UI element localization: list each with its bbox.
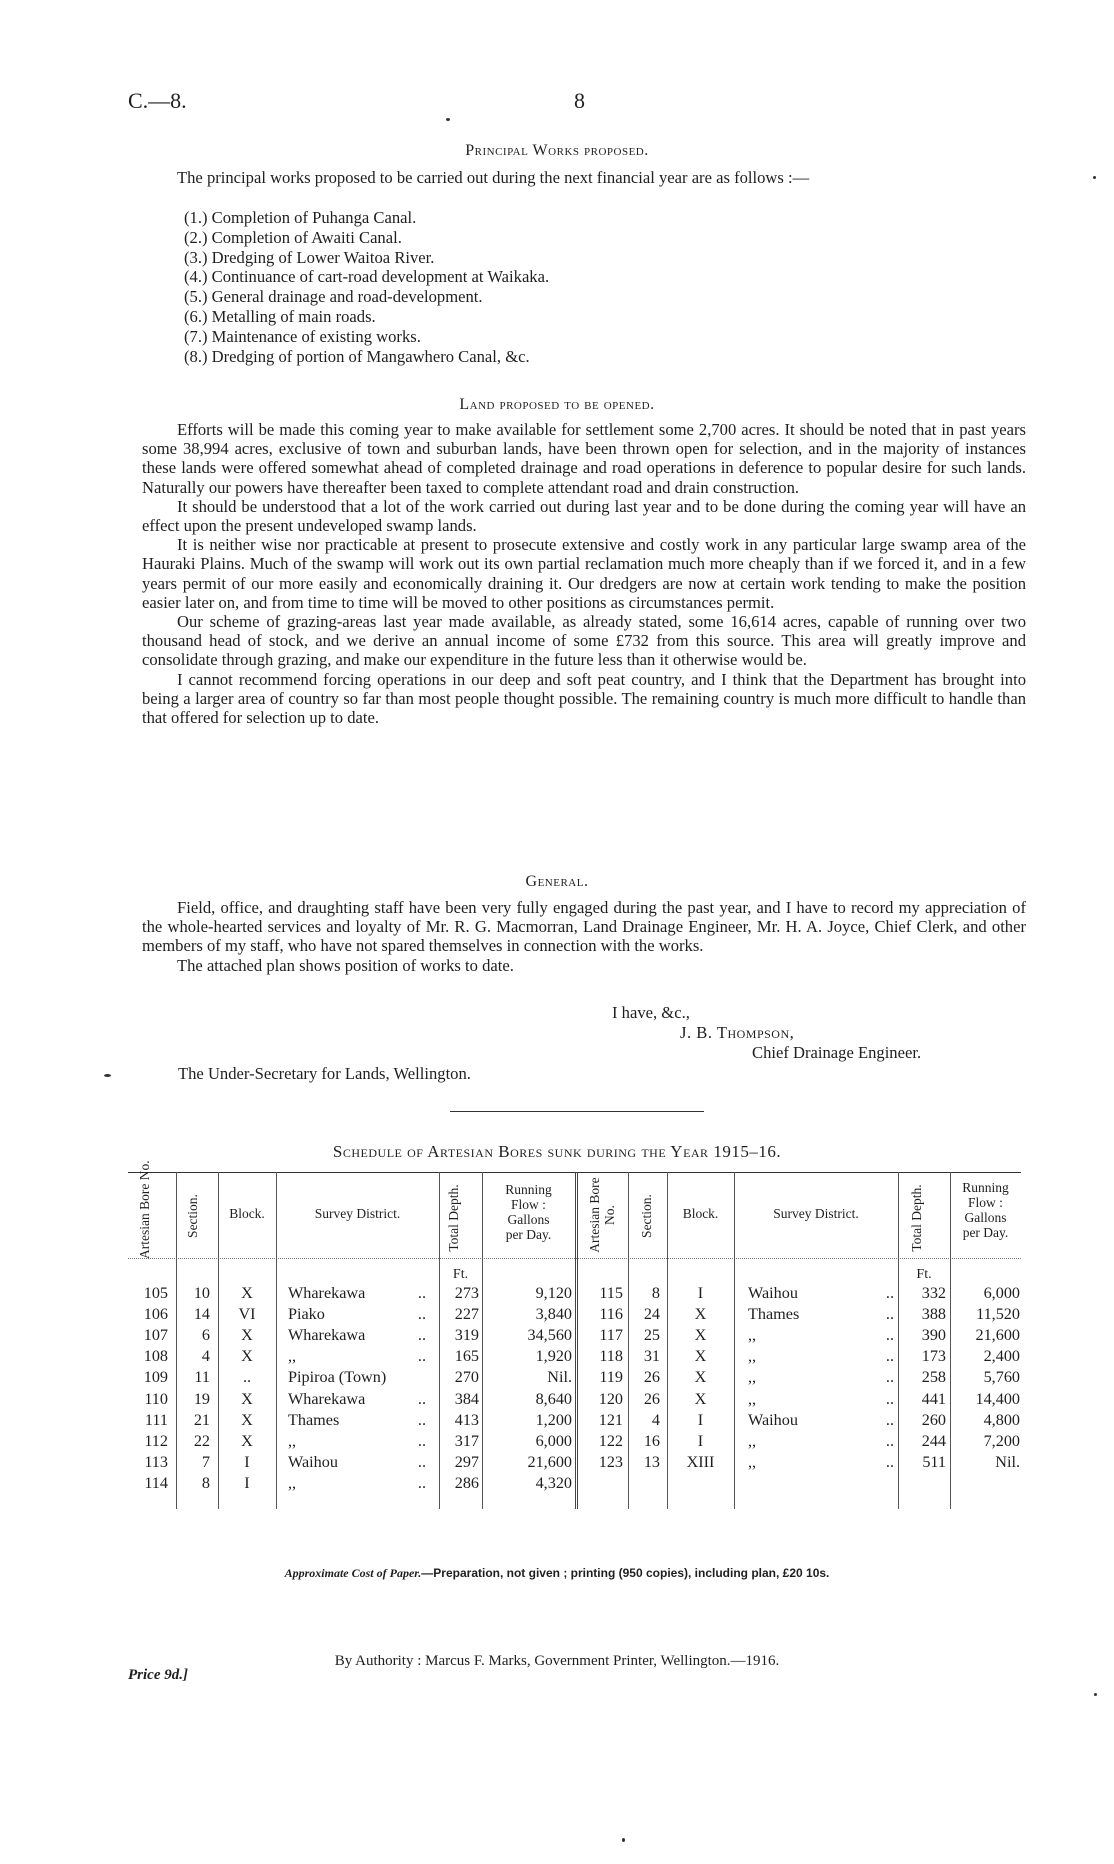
cell-section: 26 xyxy=(643,1389,660,1408)
cell-flow: 5,760 xyxy=(983,1368,1020,1387)
cell-dots: .. xyxy=(885,1389,894,1408)
cell-dots: .. xyxy=(885,1368,894,1387)
cell-depth: 244 xyxy=(921,1431,946,1450)
print-speck xyxy=(1093,176,1096,179)
column-divider xyxy=(734,1172,735,1509)
print-speck xyxy=(622,1838,625,1842)
header-bore-no: Artesian Bore No. xyxy=(587,1177,617,1253)
header-flow-line: Flow : xyxy=(968,1195,1003,1210)
cell-district: Thames xyxy=(748,1305,800,1324)
print-speck xyxy=(446,118,450,121)
cell-section: 24 xyxy=(643,1305,660,1324)
cell-depth: 384 xyxy=(454,1389,479,1408)
cell-bore: 111 xyxy=(144,1410,168,1429)
cell-depth: 286 xyxy=(454,1473,479,1492)
cell-section: 7 xyxy=(201,1452,210,1471)
cell-section: 4 xyxy=(651,1410,660,1429)
cell-flow: 3,840 xyxy=(535,1305,572,1324)
header-running-flow xyxy=(482,1182,575,1242)
cell-bore: 108 xyxy=(143,1347,168,1366)
cell-section: 14 xyxy=(193,1305,210,1324)
cell-block: I xyxy=(697,1284,704,1302)
header-flow-line: Gallons xyxy=(964,1210,1007,1225)
document-reference: C.—8. xyxy=(128,88,187,113)
cell-bore: 109 xyxy=(143,1368,168,1387)
cell-bore: 115 xyxy=(599,1284,623,1302)
cell-section: 26 xyxy=(643,1368,660,1387)
cell-flow: 21,600 xyxy=(975,1326,1020,1345)
header-section: Section. xyxy=(185,1194,200,1238)
cell-district: ,, xyxy=(748,1452,757,1471)
cell-bore: 113 xyxy=(144,1452,168,1471)
cell-block: X xyxy=(241,1431,253,1450)
cell-district: ,, xyxy=(748,1326,757,1345)
cell-bore: 116 xyxy=(599,1305,623,1324)
works-item: (8.) Dredging of portion of Mangawhero Canal, &c. xyxy=(184,346,530,366)
header-total-depth: Total Depth. xyxy=(909,1184,924,1252)
cell-depth: 332 xyxy=(921,1284,946,1302)
cell-section: 25 xyxy=(643,1326,660,1345)
cell-depth: 413 xyxy=(454,1410,479,1429)
cell-bore: 117 xyxy=(599,1326,623,1345)
cell-section: 16 xyxy=(643,1431,660,1450)
signatory-title: Chief Drainage Engineer. xyxy=(752,1043,922,1062)
cell-section: 6 xyxy=(201,1326,210,1345)
land-section xyxy=(142,420,1026,727)
addressee: The Under-Secretary for Lands, Wellington. xyxy=(178,1064,471,1083)
cell-depth: 270 xyxy=(454,1368,479,1387)
cell-section: 11 xyxy=(194,1368,210,1387)
cell-depth: 258 xyxy=(921,1368,946,1387)
cell-depth: 390 xyxy=(921,1326,946,1345)
cell-block: I xyxy=(244,1473,250,1492)
cell-flow: 4,800 xyxy=(983,1410,1020,1429)
general-section xyxy=(142,898,1026,975)
cell-dots: .. xyxy=(417,1389,426,1408)
cell-section: 19 xyxy=(193,1389,210,1408)
depth-unit: Ft. xyxy=(916,1267,932,1282)
header-survey-district: Survey District. xyxy=(314,1206,401,1221)
land-paragraph: Our scheme of grazing-areas last year made available, as already stated, some 16,614 acres, capable of running over two thousand head of stock, and we derive an annual income of some £732 from this source. This area will greatly improve and consolidate through grazing, and make our expenditure in the future less than it otherwise would be. xyxy=(142,612,1026,670)
cell-dots: .. xyxy=(885,1284,894,1302)
cell-dots: .. xyxy=(885,1452,894,1471)
header-flow-line: Running xyxy=(505,1182,552,1197)
cell-flow: 4,320 xyxy=(535,1473,572,1492)
cell-district: ,, xyxy=(748,1368,757,1387)
works-item: (4.) Continuance of cart-road development at Waikaka. xyxy=(184,267,550,287)
cell-flow: 14,400 xyxy=(975,1389,1020,1408)
cost-text: —Preparation, not given ; printing (950 copies), including plan, £20 10s. xyxy=(421,1566,830,1580)
closing: I have, &c., xyxy=(612,1003,690,1022)
cell-section: 31 xyxy=(643,1347,660,1366)
cell-block: I xyxy=(697,1410,704,1429)
cost-label: Approximate Cost of Paper. xyxy=(284,1566,422,1580)
depth-unit: Ft. xyxy=(452,1267,469,1282)
cell-district: ,, xyxy=(748,1389,757,1408)
header-flow-line: per Day. xyxy=(962,1225,1009,1240)
cell-flow: 7,200 xyxy=(983,1431,1020,1450)
cell-dots: .. xyxy=(417,1347,426,1366)
cell-block: X xyxy=(694,1305,707,1324)
land-paragraph: I cannot recommend forcing operations in our deep and soft peat country, and I think that the Department has brought into being a larger area of country so far than most people thought possible. The remaining country is much more difficult to handle than that offered for selection up to date. xyxy=(142,669,1026,728)
header-flow-line: Flow : xyxy=(511,1197,546,1212)
price: Price 9d.] xyxy=(128,1667,188,1683)
cell-district: Pipiroa (Town) xyxy=(288,1368,387,1387)
cell-depth: 511 xyxy=(922,1452,946,1471)
cell-section: 4 xyxy=(201,1347,210,1366)
cell-district: Waihou xyxy=(288,1452,338,1471)
print-speck xyxy=(1094,1693,1097,1696)
cell-dots: .. xyxy=(417,1431,426,1450)
schedule-title: Schedule of Artesian Bores sunk during the Year 1915–16. xyxy=(332,1142,782,1161)
works-item: (3.) Dredging of Lower Waitoa River. xyxy=(184,247,435,267)
cell-depth: 297 xyxy=(454,1452,479,1471)
general-paragraph: Field, office, and draughting staff have been very fully engaged during the past year, and I have to record my appreciation of the whole-hearted services and loyalty of Mr. R. G. Macmorran, Land Drainage Engineer, Mr. H. A. Joyce, Chief Clerk, and other members of my staff, who have not spared themselves in connection with the works. xyxy=(142,898,1026,956)
works-item: (7.) Maintenance of existing works. xyxy=(184,326,421,346)
cell-block: X xyxy=(694,1368,707,1387)
cell-dots: .. xyxy=(885,1326,894,1345)
cell-district: ,, xyxy=(288,1347,297,1366)
cell-flow: 8,640 xyxy=(535,1389,572,1408)
signatory-name: J. B. Thompson, xyxy=(680,1023,795,1042)
cell-section: 10 xyxy=(193,1284,210,1302)
printer-authority: By Authority : Marcus F. Marks, Government Printer, Wellington.—1916. xyxy=(334,1653,780,1669)
cell-block: X xyxy=(694,1347,707,1366)
cost-note xyxy=(0,1566,1114,1581)
header-section: Section. xyxy=(639,1194,654,1238)
cell-flow: 2,400 xyxy=(983,1347,1020,1366)
cell-depth: 319 xyxy=(454,1326,479,1345)
cell-block: X xyxy=(241,1326,253,1345)
cell-block: X xyxy=(694,1389,707,1408)
cell-bore: 123 xyxy=(598,1452,623,1471)
cell-section: 13 xyxy=(643,1452,660,1471)
land-heading: Land proposed to be opened. xyxy=(459,396,655,413)
header-running-flow xyxy=(950,1180,1021,1240)
general-heading: General. xyxy=(525,873,589,890)
cell-flow: 34,560 xyxy=(527,1326,572,1345)
cell-block: X xyxy=(694,1326,707,1345)
land-paragraph: Efforts will be made this coming year to make available for settlement some 2,700 acres. It should be noted that in past years some 38,994 acres, exclusive of town and suburban lands, have been thrown open for selection, and in the majority of instances these lands were offered somewhat ahead of completed drainage and road operations in deference to popular desire for such lands. Naturally our powers have thereafter been taxed to complete attendant road and drain construction. xyxy=(142,420,1026,497)
cell-dots: .. xyxy=(885,1305,894,1324)
cell-depth: 273 xyxy=(454,1284,479,1302)
cell-block: I xyxy=(697,1431,704,1450)
land-paragraph: It should be understood that a lot of the work carried out during last year and to be done during the coming year will have an effect upon the present undeveloped swamp lands. xyxy=(142,496,1026,536)
works-intro xyxy=(142,168,1026,187)
cell-block: X xyxy=(241,1284,253,1302)
cell-bore: 118 xyxy=(599,1347,623,1366)
general-paragraph: The attached plan shows position of works to date. xyxy=(177,955,514,975)
cell-district: ,, xyxy=(748,1347,757,1366)
artesian-bores-table xyxy=(128,1160,1021,1511)
cell-depth: 165 xyxy=(454,1347,479,1366)
cell-dots: .. xyxy=(417,1326,426,1345)
cell-flow: 9,120 xyxy=(535,1284,572,1302)
cell-district: Wharekawa xyxy=(288,1389,366,1408)
cell-flow: 11,520 xyxy=(976,1305,1020,1324)
cell-bore: 110 xyxy=(144,1389,168,1408)
cell-dots: .. xyxy=(417,1473,426,1492)
works-heading: Principal Works proposed. xyxy=(465,142,649,159)
cell-district: Wharekawa xyxy=(288,1326,366,1345)
header-flow-line: Running xyxy=(962,1180,1009,1195)
cell-flow: Nil. xyxy=(995,1452,1020,1471)
cell-block: X xyxy=(241,1347,253,1366)
header-bore-no: Artesian Bore No. xyxy=(137,1160,152,1259)
works-item: (6.) Metalling of main roads. xyxy=(184,306,376,326)
works-list xyxy=(184,208,549,366)
cell-dots: .. xyxy=(417,1452,426,1471)
header-flow-line: Gallons xyxy=(507,1212,550,1227)
cell-bore: 106 xyxy=(143,1305,168,1324)
cell-flow: 6,000 xyxy=(535,1431,572,1450)
cell-district: ,, xyxy=(288,1473,297,1492)
page-number: 8 xyxy=(574,88,585,113)
cell-depth: 441 xyxy=(921,1389,946,1408)
cell-district: Piako xyxy=(288,1305,325,1324)
header-total-depth: Total Depth. xyxy=(446,1184,461,1252)
cell-depth: 317 xyxy=(454,1431,479,1450)
cell-block: .. xyxy=(242,1368,252,1387)
works-item: (1.) Completion of Puhanga Canal. xyxy=(184,208,417,227)
cell-bore: 121 xyxy=(598,1410,623,1429)
cell-block: XIII xyxy=(686,1452,715,1471)
column-divider xyxy=(276,1172,277,1509)
header-block: Block. xyxy=(682,1206,719,1221)
header-survey-district: Survey District. xyxy=(773,1206,859,1221)
header-flow-line: per Day. xyxy=(505,1227,552,1242)
cell-dots: .. xyxy=(885,1410,894,1429)
cell-dots: .. xyxy=(885,1431,894,1450)
works-intro-text: The principal works proposed to be carried out during the next financial year are as follows :— xyxy=(177,168,810,187)
cell-section: 8 xyxy=(201,1473,210,1492)
cell-depth: 227 xyxy=(454,1305,479,1324)
cell-bore: 105 xyxy=(143,1284,168,1302)
works-item: (2.) Completion of Awaiti Canal. xyxy=(184,227,402,247)
cell-dots: .. xyxy=(417,1284,426,1302)
cell-district: ,, xyxy=(748,1431,757,1450)
cell-depth: 173 xyxy=(921,1347,946,1366)
cell-bore: 107 xyxy=(143,1326,168,1345)
cell-flow: 1,200 xyxy=(535,1410,572,1429)
cell-district: ,, xyxy=(288,1431,297,1450)
cell-section: 21 xyxy=(193,1410,210,1429)
cell-depth: 260 xyxy=(921,1410,946,1429)
cell-dots: .. xyxy=(417,1305,426,1324)
cell-block: VI xyxy=(238,1305,256,1324)
cell-section: 22 xyxy=(193,1431,210,1450)
cell-flow: Nil. xyxy=(547,1368,572,1387)
cell-district: Thames xyxy=(288,1410,340,1429)
cell-bore: 112 xyxy=(144,1431,168,1450)
works-item: (5.) General drainage and road-development. xyxy=(184,287,483,307)
cell-block: X xyxy=(241,1410,253,1429)
print-speck xyxy=(104,1074,111,1077)
cell-dots: .. xyxy=(885,1347,894,1366)
cell-flow: 1,920 xyxy=(535,1347,572,1366)
cell-flow: 6,000 xyxy=(983,1284,1020,1302)
cell-bore: 122 xyxy=(598,1431,623,1450)
cell-bore: 120 xyxy=(598,1389,623,1408)
cell-bore: 114 xyxy=(144,1473,168,1492)
cell-bore: 119 xyxy=(599,1368,623,1387)
cell-district: Wharekawa xyxy=(288,1284,366,1302)
land-paragraph: It is neither wise nor practicable at present to prosecute extensive and costly work in any particular large swamp area of the Hauraki Plains. Much of the swamp will work out its own partial reclamation much more cheaply than if we forced it, and in a few years permit of our more easily and economically draining it. Our dredgers are now at certain work tending to make the position easier later on, and from time to time will be moved to other positions as circumstances permit. xyxy=(142,535,1026,612)
separator-rule xyxy=(450,1111,704,1112)
cell-block: I xyxy=(244,1452,250,1471)
cell-district: Waihou xyxy=(748,1410,798,1429)
cell-flow: 21,600 xyxy=(527,1452,572,1471)
cell-district: Waihou xyxy=(748,1284,798,1302)
cell-dots: .. xyxy=(417,1410,426,1429)
cell-section: 8 xyxy=(651,1284,660,1302)
header-block: Block. xyxy=(229,1206,265,1221)
cell-block: X xyxy=(241,1389,253,1408)
cell-depth: 388 xyxy=(921,1305,946,1324)
